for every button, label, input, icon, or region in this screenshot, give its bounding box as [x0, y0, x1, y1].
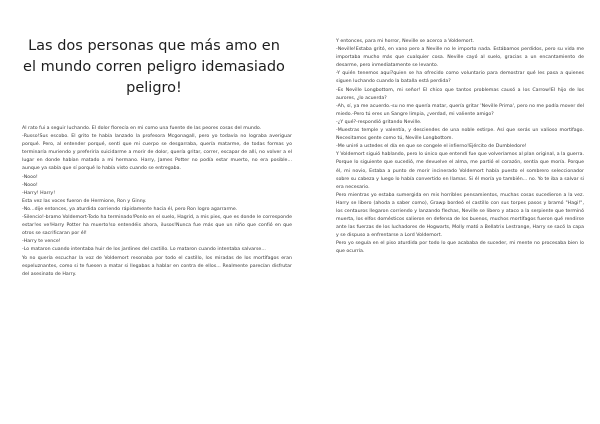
left-paragraph-9: -Harry te vence!	[22, 239, 61, 245]
left-paragraph-3: -Nooo!	[22, 174, 38, 180]
right-paragraph-9: Y Voldemort siguió hablando, pero lo único que entendí fue que volveríamos al plan original, a la guerra. Porque lo siguiente que sucedió, me devuelve el alma, me partió el corazón, sentía que moría. Porque él, mi novio, Estaba a punto de morir incinerado Voldemort había puesto el sombrero seleccionador sobre su cabeza y luego lo había convertido en llamas. Si él moría yo también... no. Yo te iba a salvar si era necesario.	[336, 152, 584, 190]
left-paragraph-11: Yo no quería escuchar la voz de Voldemort resonaba por todo el castillo, los miradas de los mortífagos eran espeluznantes, como si te fuesen a matar si llegabas a hablar en contra de ellos... Realmente parecían disfrutar del asesinato de Harry.	[22, 255, 292, 277]
right-paragraph-5: -Ah, sí, ya me acuerdo.-su no me quería matar, quería gritar 'Neville Prima', pero no me podía mover del miedo.-Pero tú eres un Sangre limpia, ¿verdad, mi valiente amigo?	[336, 103, 585, 117]
right-paragraph-3: -Y quién tenemos aquí?quien se ha ofrecido como voluntario para demostrar qué les pasa a quienes siguen luchando cuando la batalla está perdida?	[336, 71, 584, 85]
right-paragraph-6: -¿Y qué?-respondió gritando Neville.	[336, 119, 422, 125]
left-paragraph-6: Esta vez las voces fueron de Hermione, Ron y Ginny.	[22, 198, 147, 204]
right-paragraph-4: -Es Neville Longbottom, mi señor! El chico que tantos problemas causó a los Carrow!El hijo de los aurores, ¿lo acuerda?	[336, 87, 584, 101]
right-paragraph-8: -Me uniré a ustedes el día en que se congele el infierno!Ejército de Dumbledore!	[336, 144, 527, 150]
right-paragraph-2: -Neville!Estaba gritó, en vano pero a Neville no le importo nada. Estábamos perdidos, pero su vida me importaba mucho más que cualquier cosa. Neville cayó al suelo, gracias a un encantamiento de desarme, pero inmediatamente se levanto.	[336, 47, 584, 69]
chapter-title: Las dos personas que más amo en el mundo corren peligro idemasiado peligro!	[23, 38, 285, 96]
left-paragraph-1: Al rato fui a seguir luchando. El dolor florecía en mi como una fuente de las peores cosas del mundo.	[22, 126, 262, 131]
right-paragraph-10: Pero mientras yo estaba sumergida en mis horribles pensamientos, muchas cosas sucedieron a la vez. Harry se libero (ahoda a saber como), Grawp bordeó el castillo con sus torpes pasos y bramó "Hagi!", los centauros llegaron corriendo y lanzando flechas, Neville se libero y ataco a la serpiente que terminó muerta, los elfos domésticos salieron en defensa de los buenos, muchos mortífagos fueron qué rendirse ante las fuerzas de los luchadores de Hogwarts, Molly mató a Bellatrix Lestrange, Harry se sacó la capa y se dispuso a enfrentarse a Lord Voldemort.	[336, 192, 584, 239]
right-paragraph-11: Pero yo seguía en el piso aturdida por todo lo que acababa de suceder, mi mente no procesaba bien lo que ocurría.	[336, 241, 584, 255]
right-paragraph-7: -Muestras temple y valentía, y desciendes de una noble estirpe. Así que serás un valioso mortífago. Necesitamos gente como tú, Neville Longbottom.	[336, 128, 584, 142]
right-page	[300, 0, 600, 424]
right-paragraph-1: Y entonces, para mi horror, Neville se acerco a Voldemort.	[336, 39, 474, 44]
left-paragraph-10: -Lo mataron cuando intentaba huir de los jardines del castillo. Lo mataron cuando intentaba salvarse...	[22, 247, 266, 253]
left-paragraph-7: -No...dije entonces, ya aturdida corriendo rápidamente hacia él, pero Ron logro agarrarme.	[22, 206, 238, 212]
left-paragraph-5: -Harry! Harry!	[22, 190, 56, 196]
left-paragraph-2: -Russo!Sus escobo. El grito te había lanzado la profesora Mcgonagall, pero yo todavía no lograba averiguar porqué. Pero, al entender porqué, sentí que mi cuerpo se desgarraba, quería matarme, de todas formas yo terminaría muriendo y preferiría suicidarme a morir de dolor, quería gritar, correr, escapar de allí, no volver a el lugar en donde habían matado a mi hermano. Harry, James Potter no podía estar muerto, no era posible... aunque ya sabía que sí porqué lo había visto cuando se entregaba.	[22, 134, 292, 172]
left-paragraph-4: -Nooo!	[22, 182, 38, 188]
left-paragraph-8: -Silencio!-bramo Voldemort-Todo ha terminado!Ponlo en el suelo, Hagrid, a mis pies, que es donde le corresponde estar!es ve!Harry Potter ha muerto!so entendéis ahora, ilusos!Nunca fue más que un niño que confió en que otros se sacrificaran por él!	[22, 215, 292, 237]
